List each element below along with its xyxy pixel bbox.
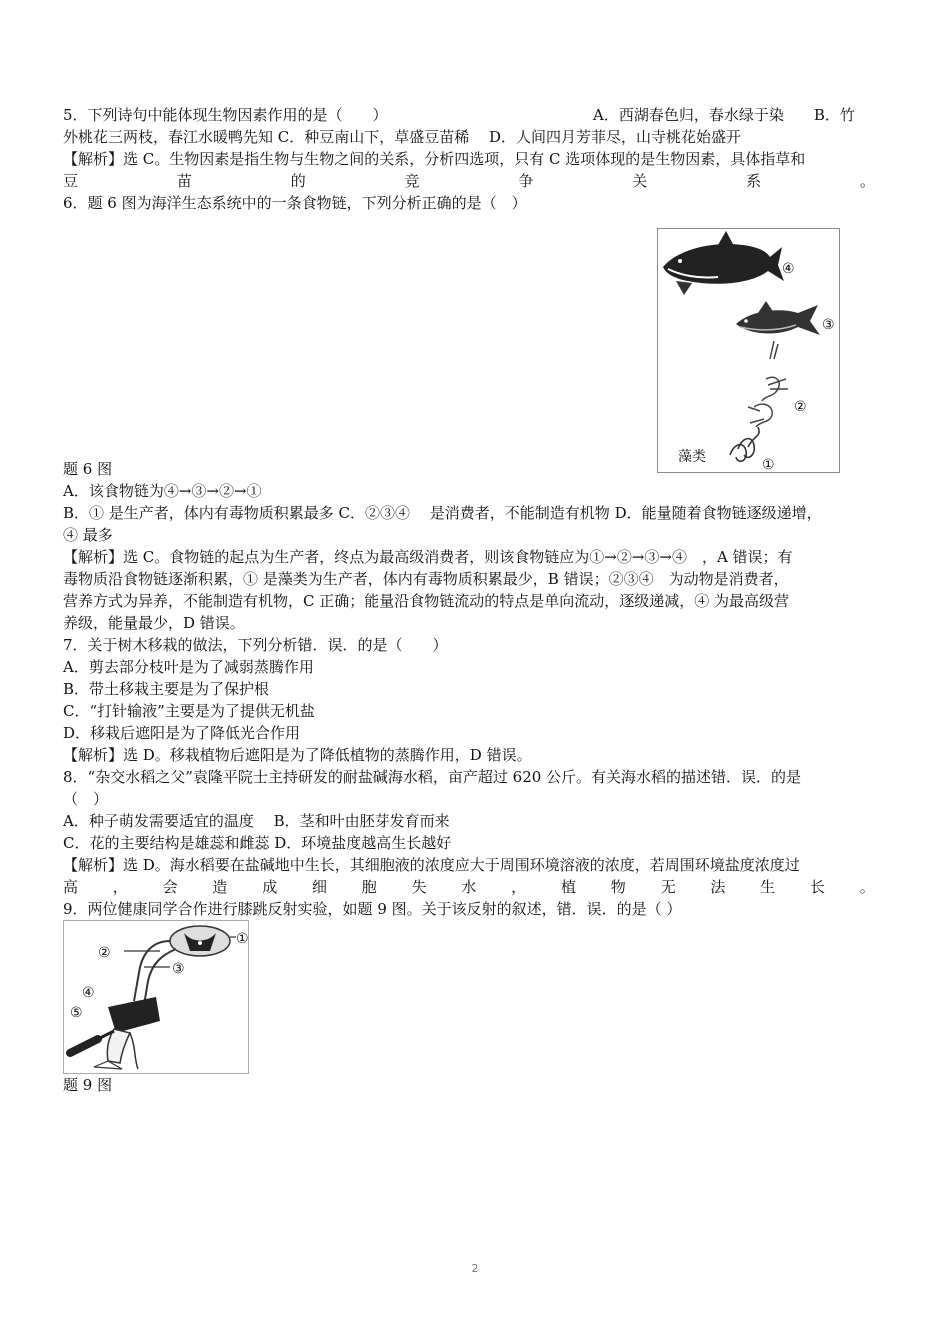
q7-option-b: B．带土移栽主要是为了保护根 xyxy=(63,680,270,698)
q7-option-c: C．“打针输液”主要是为了提供无机盐 xyxy=(63,702,315,720)
marker-4: ④ xyxy=(82,985,95,1001)
q8-analysis-char: 植 xyxy=(560,878,576,896)
q8-analysis-char: 胞 xyxy=(361,878,377,896)
q6-analysis-1: 【解析】选 C。食物链的起点为生产者，终点为最高级消费者，则该食物链应为①→②→③→④ ，A 错误；有 xyxy=(63,548,793,566)
q5-analysis-char: 豆 xyxy=(63,172,79,190)
q8-analysis-char: 失 xyxy=(411,878,427,896)
marker-4: ④ xyxy=(782,261,795,277)
q8-option-a-b: A．种子萌发需要适宜的温度 B．茎和叶由胚芽发育而来 xyxy=(63,812,450,830)
marker-1: ① xyxy=(236,931,248,947)
q8-analysis-char: ， xyxy=(511,878,527,896)
q5-analysis-char: 关 xyxy=(632,172,648,190)
knee-reflex-figure xyxy=(63,920,249,1074)
q8-analysis-char: 造 xyxy=(212,878,228,896)
q8-analysis-char: 长 xyxy=(809,878,825,896)
q6-stem: 6．题 6 图为海洋生态系统中的一条食物链，下列分析正确的是（ ） xyxy=(63,194,527,212)
q6-analysis-3: 营养方式为异养，不能制造有机物，C 正确；能量沿食物链流动的特点是单向流动，逐级递减，④ 为最高级营 xyxy=(63,592,790,610)
q5-option-a-b: A．西湖春色归，春水绿于染 B．竹 xyxy=(593,106,855,124)
q5-analysis-1: 【解析】选 C。生物因素是指生物与生物之间的关系，分析四选项，只有 C 选项体现的是生物因素，具体指草和 xyxy=(63,150,806,168)
q8-analysis-1: 【解析】选 D。海水稻要在盐碱地中生长，其细胞液的浓度应大于周围环境溶液的浓度，若周围环境盐度浓度过 xyxy=(63,856,800,874)
q7-stem: 7．关于树木移栽的做法，下列分析错．误．的是（ ） xyxy=(63,636,448,654)
q6-option-a: A．该食物链为④→③→②→① xyxy=(63,482,262,500)
marker-5: ⑤ xyxy=(70,1005,83,1021)
food-chain-illustration xyxy=(658,229,839,472)
q8-option-c-d: C．花的主要结构是雄蕊和雌蕊 D．环境盐度越高生长越好 xyxy=(63,834,452,852)
algae-icon xyxy=(730,427,759,461)
q5-analysis-char: 竞 xyxy=(404,172,420,190)
q8-analysis-2 xyxy=(63,876,875,898)
q8-analysis-char: 细 xyxy=(311,878,327,896)
q8-analysis-char: 生 xyxy=(760,878,776,896)
page-number: 2 xyxy=(471,1262,479,1275)
marker-1: ① xyxy=(762,457,775,472)
q9-stem: 9．两位健康同学合作进行膝跳反射实验，如题 9 图。关于该反射的叙述，错．误．的是（ ） xyxy=(63,900,682,918)
q8-analysis-char: 法 xyxy=(710,878,726,896)
q8-analysis-char: 高 xyxy=(63,878,79,896)
marker-3: ③ xyxy=(822,317,835,333)
q5-line-2: 外桃花三两枝，春江水暖鸭先知 C．种豆南山下，草盛豆苗稀 D．人间四月芳菲尽，山寺桃花始盛开 xyxy=(63,128,742,146)
q7-analysis: 【解析】选 D。移栽植物后遮阳是为了降低植物的蒸腾作用，D 错误。 xyxy=(63,746,532,764)
q5-analysis-char: 。 xyxy=(859,172,875,190)
q5-analysis-char: 争 xyxy=(518,172,534,190)
q6-analysis-4: 养级，能量最少，D 错误。 xyxy=(63,614,245,632)
q7-option-d: D．移栽后遮阳是为了降低光合作用 xyxy=(63,724,301,742)
spinal-cord-icon xyxy=(170,926,230,956)
q8-analysis-char: 成 xyxy=(262,878,278,896)
q5-analysis-2 xyxy=(63,170,875,192)
q8-analysis-char: ， xyxy=(112,878,128,896)
zooplankton-icon xyxy=(748,341,788,427)
q8-analysis-char: 物 xyxy=(610,878,626,896)
fish-icon xyxy=(736,301,820,335)
q6-option-b-c-d: B．① 是生产者，体内有毒物质积累最多 C．②③④ 是消费者，不能制造有机物 D．能量随着食物链逐级递增， xyxy=(63,504,822,522)
shark-icon xyxy=(663,231,784,295)
q6-figure-caption: 题 6 图 xyxy=(63,460,113,478)
q7-option-a: A．剪去部分枝叶是为了减弱蒸腾作用 xyxy=(63,658,314,676)
q5-analysis-char: 系 xyxy=(746,172,762,190)
q5-analysis-char: 苗 xyxy=(176,172,192,190)
q8-analysis-char: 。 xyxy=(859,878,875,896)
q8-analysis-char: 会 xyxy=(162,878,178,896)
marker-2: ② xyxy=(98,945,111,961)
leg-icon xyxy=(94,997,160,1069)
q6-analysis-2: 毒物质沿食物链逐渐积累，① 是藻类为生产者，体内有毒物质积累最少，B 错误；②③④ 为动物是消费者， xyxy=(63,570,789,588)
marker-3: ③ xyxy=(172,961,185,977)
algae-label: 藻类 xyxy=(678,449,706,465)
q8-stem-1: 8．“杂交水稻之父”袁隆平院士主持研发的耐盐碱海水稻，亩产超过 620 公斤。有关海水稻的描述错．误．的是 xyxy=(63,768,802,786)
q9-figure-caption: 题 9 图 xyxy=(63,1076,113,1094)
q8-analysis-char: 水 xyxy=(461,878,477,896)
q5-line-1 xyxy=(63,104,875,126)
food-chain-figure xyxy=(657,228,840,473)
knee-reflex-illustration xyxy=(64,921,248,1073)
q8-analysis-char: 无 xyxy=(660,878,676,896)
q5-stem: 5．下列诗句中能体现生物因素作用的是（ ） xyxy=(63,106,388,124)
q5-analysis-char: 的 xyxy=(290,172,306,190)
marker-2: ② xyxy=(794,399,807,415)
q6-option-d-cont: ④ 最多 xyxy=(63,526,113,544)
q8-stem-2: （ ） xyxy=(63,790,109,808)
